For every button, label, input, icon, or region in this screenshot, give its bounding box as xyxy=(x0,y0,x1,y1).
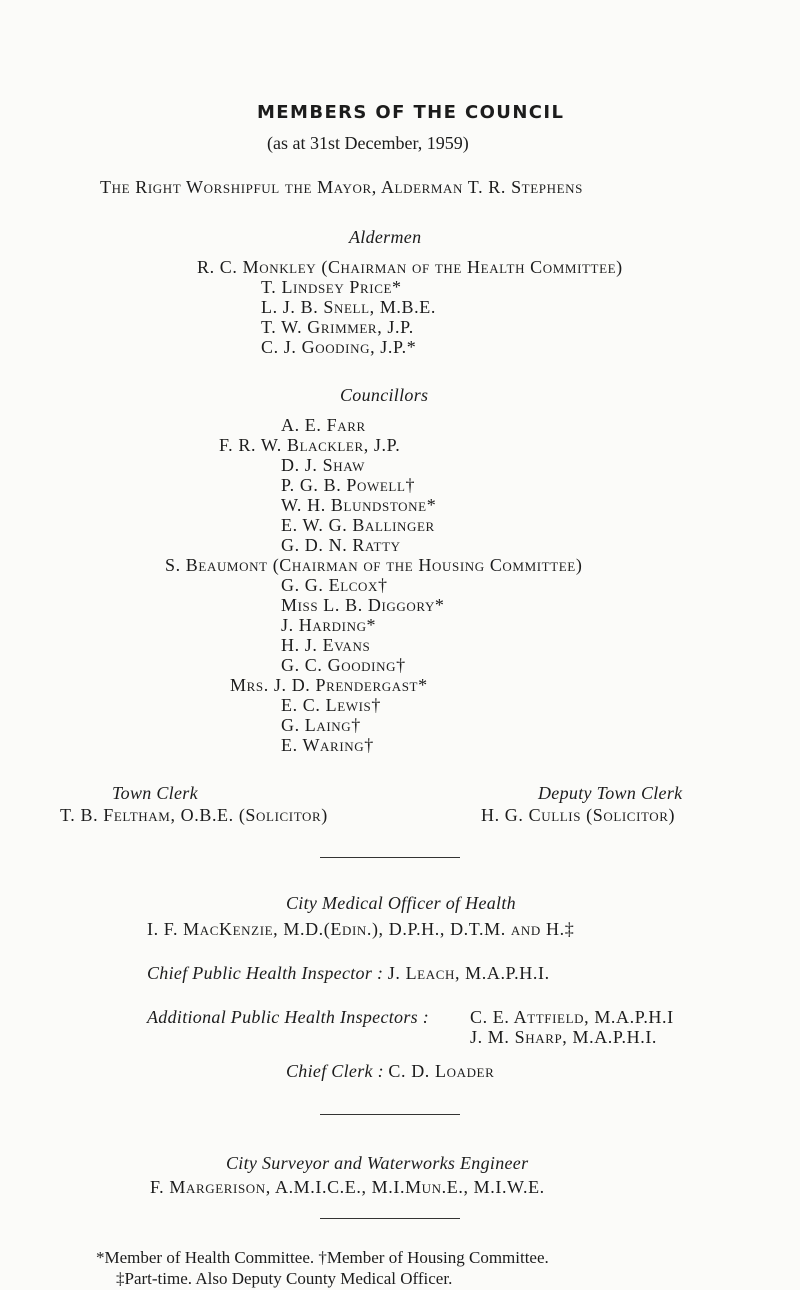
councillor-name: D. J. Shaw xyxy=(281,455,366,475)
chief-phi-label: Chief Public Health Inspector : xyxy=(147,963,384,983)
aldermen-title: Aldermen xyxy=(349,227,422,247)
chief-clerk-line xyxy=(286,1060,494,1082)
councillor-name: P. G. B. Powell† xyxy=(281,475,416,495)
additional-phi-name: C. E. Attfield, M.A.P.H.I xyxy=(470,1007,674,1027)
councillor-name: J. Harding* xyxy=(281,615,377,635)
councillor-name: G. C. Gooding† xyxy=(281,655,406,675)
medical-officer-name: I. F. MacKenzie, M.D.(Edin.), D.P.H., D.T.M. and H.‡ xyxy=(147,919,575,939)
divider xyxy=(320,1114,460,1115)
deputy-town-clerk-title: Deputy Town Clerk xyxy=(538,783,683,803)
additional-phi-name: J. M. Sharp, M.A.P.H.I. xyxy=(470,1027,658,1047)
chief-phi-name: J. Leach, M.A.P.H.I. xyxy=(387,963,550,983)
alderman-name: T. W. Grimmer, J.P. xyxy=(261,317,414,337)
footnote-line-2: ‡Part-time. Also Deputy County Medical Officer. xyxy=(116,1269,453,1288)
chief-clerk-name: C. D. Loader xyxy=(388,1061,495,1081)
councillor-name: A. E. Farr xyxy=(281,415,366,435)
chief-clerk-label: Chief Clerk : xyxy=(286,1061,384,1081)
town-clerk-name: T. B. Feltham, O.B.E. (Solicitor) xyxy=(60,805,328,825)
surveyor-title: City Surveyor and Waterworks Engineer xyxy=(226,1153,529,1173)
additional-phi-label: Additional Public Health Inspectors : xyxy=(147,1007,430,1027)
councillor-name: S. Beaumont (Chairman of the Housing Committee) xyxy=(165,555,583,575)
alderman-name: C. J. Gooding, J.P.* xyxy=(261,337,417,357)
alderman-name: R. C. Monkley (Chairman of the Health Committee) xyxy=(197,257,623,277)
mayor-line: The Right Worshipful the Mayor, Alderman T. R. Stephens xyxy=(100,177,583,197)
town-clerk-title: Town Clerk xyxy=(112,783,198,803)
date-line: (as at 31st December, 1959) xyxy=(267,133,469,153)
councillor-name: H. J. Evans xyxy=(281,635,371,655)
page-heading: MEMBERS OF THE COUNCIL xyxy=(257,102,565,123)
councillor-name: G. D. N. Ratty xyxy=(281,535,401,555)
chief-phi-line xyxy=(147,962,550,984)
divider xyxy=(320,1218,460,1219)
alderman-name: T. Lindsey Price* xyxy=(261,277,402,297)
councillor-name: E. W. G. Ballinger xyxy=(281,515,435,535)
councillor-name: Mrs. J. D. Prendergast* xyxy=(230,675,428,695)
divider xyxy=(320,857,460,858)
councillor-name: G. G. Elcox† xyxy=(281,575,388,595)
councillor-name: Miss L. B. Diggory* xyxy=(281,595,445,615)
councillor-name: E. Waring† xyxy=(281,735,374,755)
councillor-name: G. Laing† xyxy=(281,715,361,735)
alderman-name: L. J. B. Snell, M.B.E. xyxy=(261,297,436,317)
deputy-town-clerk-name: H. G. Cullis (Solicitor) xyxy=(481,805,676,825)
councillor-name: E. C. Lewis† xyxy=(281,695,381,715)
medical-officer-title: City Medical Officer of Health xyxy=(286,893,516,913)
councillor-name: F. R. W. Blackler, J.P. xyxy=(219,435,401,455)
footnote-line-1: *Member of Health Committee. †Member of Housing Committee. xyxy=(96,1248,549,1267)
surveyor-name: F. Margerison, A.M.I.C.E., M.I.Mun.E., M.I.W.E. xyxy=(150,1177,545,1197)
councillors-title: Councillors xyxy=(340,385,429,405)
councillor-name: W. H. Blundstone* xyxy=(281,495,437,515)
